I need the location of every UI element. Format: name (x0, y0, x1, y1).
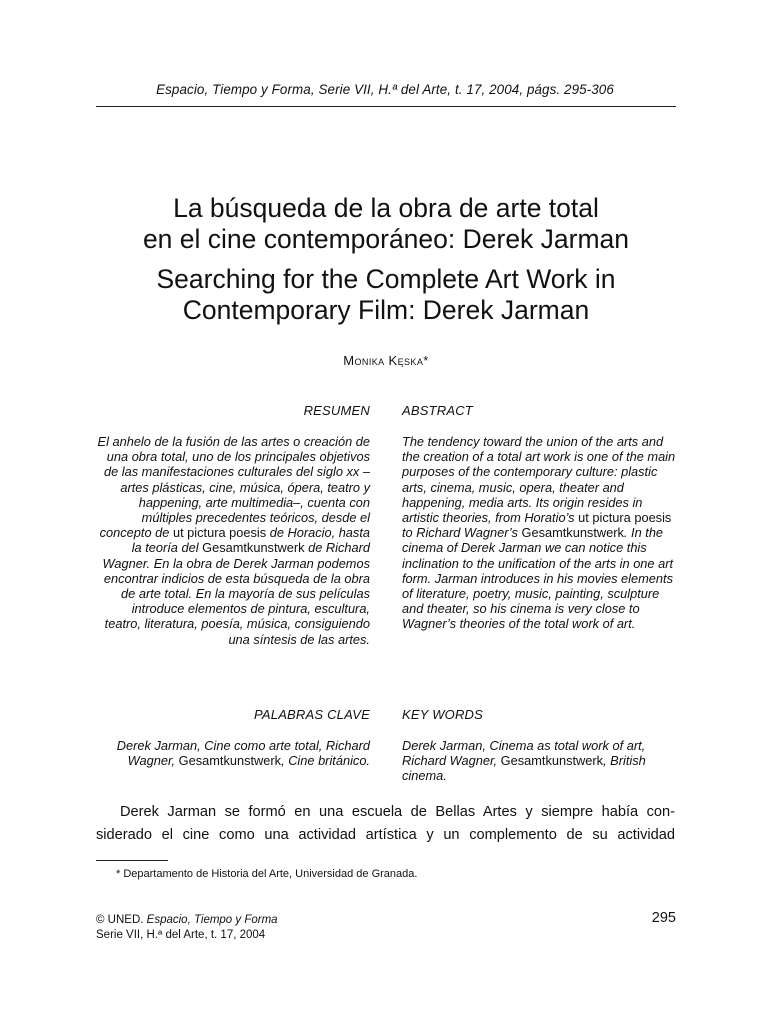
palabras-clave-part-2: , Cine británico. (281, 753, 370, 769)
title-spanish (96, 193, 676, 255)
footer-citation (96, 913, 278, 943)
body-line-2: siderado el cine como una actividad artística y un complemento de su actividad (96, 827, 675, 843)
key-words-text (402, 738, 678, 784)
title-spanish-line-1: La búsqueda de la obra de arte total (173, 193, 599, 223)
palabras-clave-heading: PALABRAS CLAVE (253, 707, 370, 722)
footer-copyright: © UNED. (96, 914, 144, 926)
body-paragraph (96, 801, 675, 847)
resumen-text-part-3: de Richard Wagner. En la obra de Derek Jarman podemos encontrar indicios de esta búsqueda de la obra de arte total. En la mayoría de sus películas introduce elementos de pintura, escultura, teatro, literatura, poesía, música, consiguiendo una síntesis de las artes. (102, 540, 370, 647)
palabras-clave-part-1: Derek Jarman, Cine como arte total, Richard Wagner, (116, 738, 370, 769)
title-english (96, 264, 676, 326)
resumen-text (96, 434, 370, 647)
key-words-term: Gesamtkunstwerk (500, 753, 604, 769)
footer-series: Serie VII, H.ª del Arte, t. 17, 2004 (96, 929, 266, 941)
running-head: Espacio, Tiempo y Forma, Serie VII, H.ª del Arte, t. 17, 2004, págs. 295-306 (156, 82, 614, 97)
abstract-text-part-3: . In the cinema of Derek Jarman we can notice this inclination to the unification of the arts in one art form. Jarman introduces in his movies elements of literature, poetry, music, painting, sculpture and theater, so his cinema is very close to Wagner’s theories of the total work of art. (402, 525, 674, 632)
abstract-text-part-1: The tendency toward the union of the arts and the creation of a total art work is one of the main purposes of the contemporary culture: plastic arts, cinema, music, opera, theater and happening, media arts. Its origin resides in artistic theories, from Horatio’s (402, 434, 676, 526)
title-spanish-line-2: en el cine contemporáneo: Derek Jarman (142, 224, 630, 254)
footer-journal: Espacio, Tiempo y Forma (146, 914, 278, 926)
abstract-text-part-2: to Richard Wagner’s (402, 525, 522, 541)
footnote-rule (96, 860, 168, 861)
resumen-text-part-1: El anhelo de la fusión de las artes o creación de una obra total, uno de los principales objetivos de las manifestaciones culturales del siglo xx –artes plásticas, cine, música, ópera, teatro y happening, arte multimedia–, cuenta con múltiples precedentes teóricos, desde el concepto de (97, 434, 370, 541)
title-english-line-1: Searching for the Complete Art Work in (156, 264, 616, 294)
resumen-text-part-2: de Horacio, hasta la teoría del (131, 525, 370, 556)
palabras-clave-text (96, 738, 370, 768)
abstract-term-ut-pictura: ut pictura poesis (578, 510, 672, 526)
abstract-term-gesamtkunstwerk: Gesamtkunstwerk (521, 525, 624, 541)
author: Monika Kęska* (343, 353, 429, 368)
palabras-clave-term: Gesamtkunstwerk (178, 753, 282, 769)
key-words-part-1: Derek Jarman, Cinema as total work of art, Richard Wagner, (402, 738, 646, 769)
resumen-term-ut-pictura: ut pictura poesis (172, 525, 267, 541)
body-line-1: Derek Jarman se formó en una escuela de Bellas Artes y siempre había con- (120, 804, 675, 820)
resumen-term-gesamtkunstwerk: Gesamtkunstwerk (202, 540, 305, 556)
page-number: 295 (651, 910, 676, 926)
title-english-line-2: Contemporary Film: Derek Jarman (182, 295, 590, 325)
abstract-heading: ABSTRACT (402, 403, 473, 418)
key-words-part-2: , British cinema. (402, 753, 646, 784)
abstract-text (402, 434, 678, 632)
footnote: * Departamento de Historia del Arte, Universidad de Granada. (116, 868, 418, 880)
key-words-heading: KEY WORDS (402, 707, 484, 722)
header-rule (96, 106, 676, 107)
resumen-heading: RESUMEN (303, 403, 370, 418)
